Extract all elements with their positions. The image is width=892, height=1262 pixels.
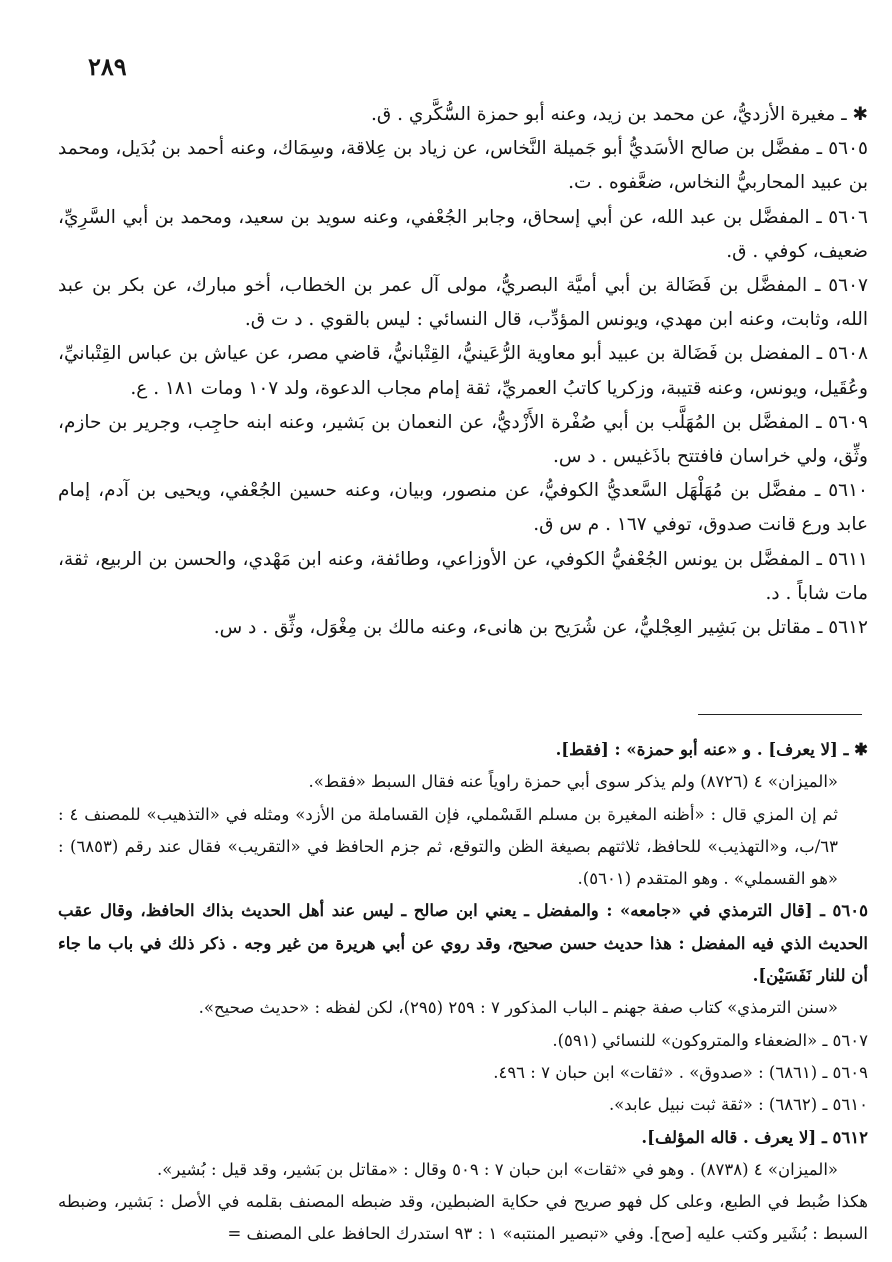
footnote: «الميزان» ٤ (٨٧٣٨) . وهو في «ثقات» ابن حبان ٧ : ٥٠٩ وقال : «مقاتل بن بَشير، وقد قيل : بُشير». — [157, 1159, 838, 1179]
footnote: ٥٦٠٧ ـ «الضعفاء والمتروكون» للنسائي (٥٩١). — [552, 1030, 868, 1050]
page-number: ٢٨٩ — [88, 52, 127, 81]
entries-section — [58, 98, 868, 645]
footnote-divider — [698, 714, 862, 715]
entry: ٥٦٠٧ ـ المفضَّل بن فَضَالة بن أبي أميَّة البصريُّ، مولى آل عمر بن الخطاب، أخو مبارك، عن بكر بن عبد الله، وثابت، وعنه ابن مهدي، ويونس المؤدِّب، قال النسائي : ليس بالقوي . د ت ق. — [58, 275, 868, 331]
entry: ٥٦٠٥ ـ مفضَّل بن صالح الأسَديُّ أبو جَميلة النَّخاس، عن زياد بن عِلاقة، وسِمَاك، وعنه أحمد بن بُدَيل، ومحمد بن عبيد المحاربيُّ النخاس، ضعَّفوه . ت. — [58, 138, 868, 194]
footnote: ٥٦٠٥ ـ [قال الترمذي في «جامعه» : والمفضل ـ يعني ابن صالح ـ ليس عند أهل الحديث بذاك الحافظ، وقال عقب الحديث الذي فيه المفضل : هذا حديث حسن صحيح، وقد روي عن أبي هريرة من غير وجه . ذكر ذلك في باب ما جاء أن للنار نَفَسَيْن]. — [58, 901, 868, 986]
entry: ٥٦١٠ ـ مفضَّل بن مُهَلْهَل السَّعديُّ الكوفيُّ، عن منصور، وبيان، وعنه حسين الجُعْفي، ويحيى بن آدم، إمام عابد ورع قانت صدوق، توفي ١٦٧ . م س ق. — [58, 480, 868, 536]
entry: ٥٦١١ ـ المفضَّل بن يونس الجُعْفيُّ الكوفي، عن الأوزاعي، وطائفة، وعنه ابن مَهْدي، والحسن بن الربيع، ثقة، مات شاباً . د. — [58, 548, 868, 604]
entry: ٥٦١٢ ـ مقاتل بن بَشِير العِجْليُّ، عن شُرَيح بن هانىء، وعنه مالك بن مِغْوَل، وثِّق . د س. — [213, 617, 868, 639]
entry: ✱ ـ مغيرة الأزديُّ، عن محمد بن زيد، وعنه أبو حمزة السُّكَّري . ق. — [370, 104, 868, 125]
footnote: ٥٦١٠ ـ (٦٨٦٢) : «ثقة ثبت نبيل عابد». — [608, 1095, 868, 1115]
footnote: ✱ ـ [لا يعرف] . و «عنه أبو حمزة» : [فقط]. — [555, 740, 868, 759]
footnote: ٥٦٠٩ ـ (٦٨٦١) : «صدوق» . «ثقات» ابن حبان ٧ : ٤٩٦. — [493, 1062, 868, 1082]
footnote: ثم إن المزي قال : «أظنه المغيرة بن مسلم القَسْملي، فإن القساملة من الأزد» ومثله في «التذهيب» للمصنف ٤ : ٦٣/ب، و«التهذيب» للحافظ، ثلاثتهم بصيغة الظن والتوقع، ثم جزم الحافظ في «التقريب» فقال عند رقم (٦٨٥٣) : «هو القسملي» . وهو المتقدم (٥٦٠١). — [58, 804, 838, 889]
footnote: «الميزان» ٤ (٨٧٢٦) ولم يذكر سوى أبي حمزة راوياً عنه فقال السبط «فقط». — [308, 772, 838, 792]
entry: ٥٦٠٨ ـ المفضل بن فَضَالة بن عبيد أبو معاوية الرُّعَينيُّ، القِتْبانيُّ، قاضي مصر، عن عياش بن عباس القِتْبانيِّ، وعُقَيل، ويونس، وعنه قتيبة، وزكريا كاتبُ العمريِّ، ثقة إمام مجاب الدعوة، ولد ١٠٧ ومات ١٨١ . ع. — [58, 343, 868, 399]
footnote: «سنن الترمذي» كتاب صفة جهنم ـ الباب المذكور ٧ : ٢٥٩ (٢٩٥)، لكن لفظه : «حديث صحيح». — [198, 998, 838, 1018]
footnotes-section — [58, 734, 868, 1251]
footnote: ٥٦١٢ ـ [لا يعرف . قاله المؤلف]. — [641, 1127, 868, 1147]
entry: ٥٦٠٩ ـ المفضَّل بن المُهَلَّب بن أبي صُفْرة الأَزْديُّ، عن النعمان بن بَشير، وعنه ابنه حاجِب، وجرير بن حازم، وثِّق، ولي خراسان فافتتح باذَغيس . د س. — [58, 411, 868, 468]
entry: ٥٦٠٦ ـ المفضَّل بن عبد الله، عن أبي إسحاق، وجابر الجُعْفي، وعنه سويد بن سعيد، ومحمد بن أبي السَّرِيِّ، ضعيف، كوفي . ق. — [58, 206, 868, 262]
footnote: هكذا ضُبط في الطبع، وعلى كل فهو صريح في حكاية الضبطين، وقد ضبطه المصنف بقلمه في الأصل : بَشير، وضبطه السبط : بُشَير وكتب عليه [صح]. وفي «تبصير المنتبه» ١ : ٩٣ استدرك الحافظ على المصنف = — [58, 1192, 868, 1244]
